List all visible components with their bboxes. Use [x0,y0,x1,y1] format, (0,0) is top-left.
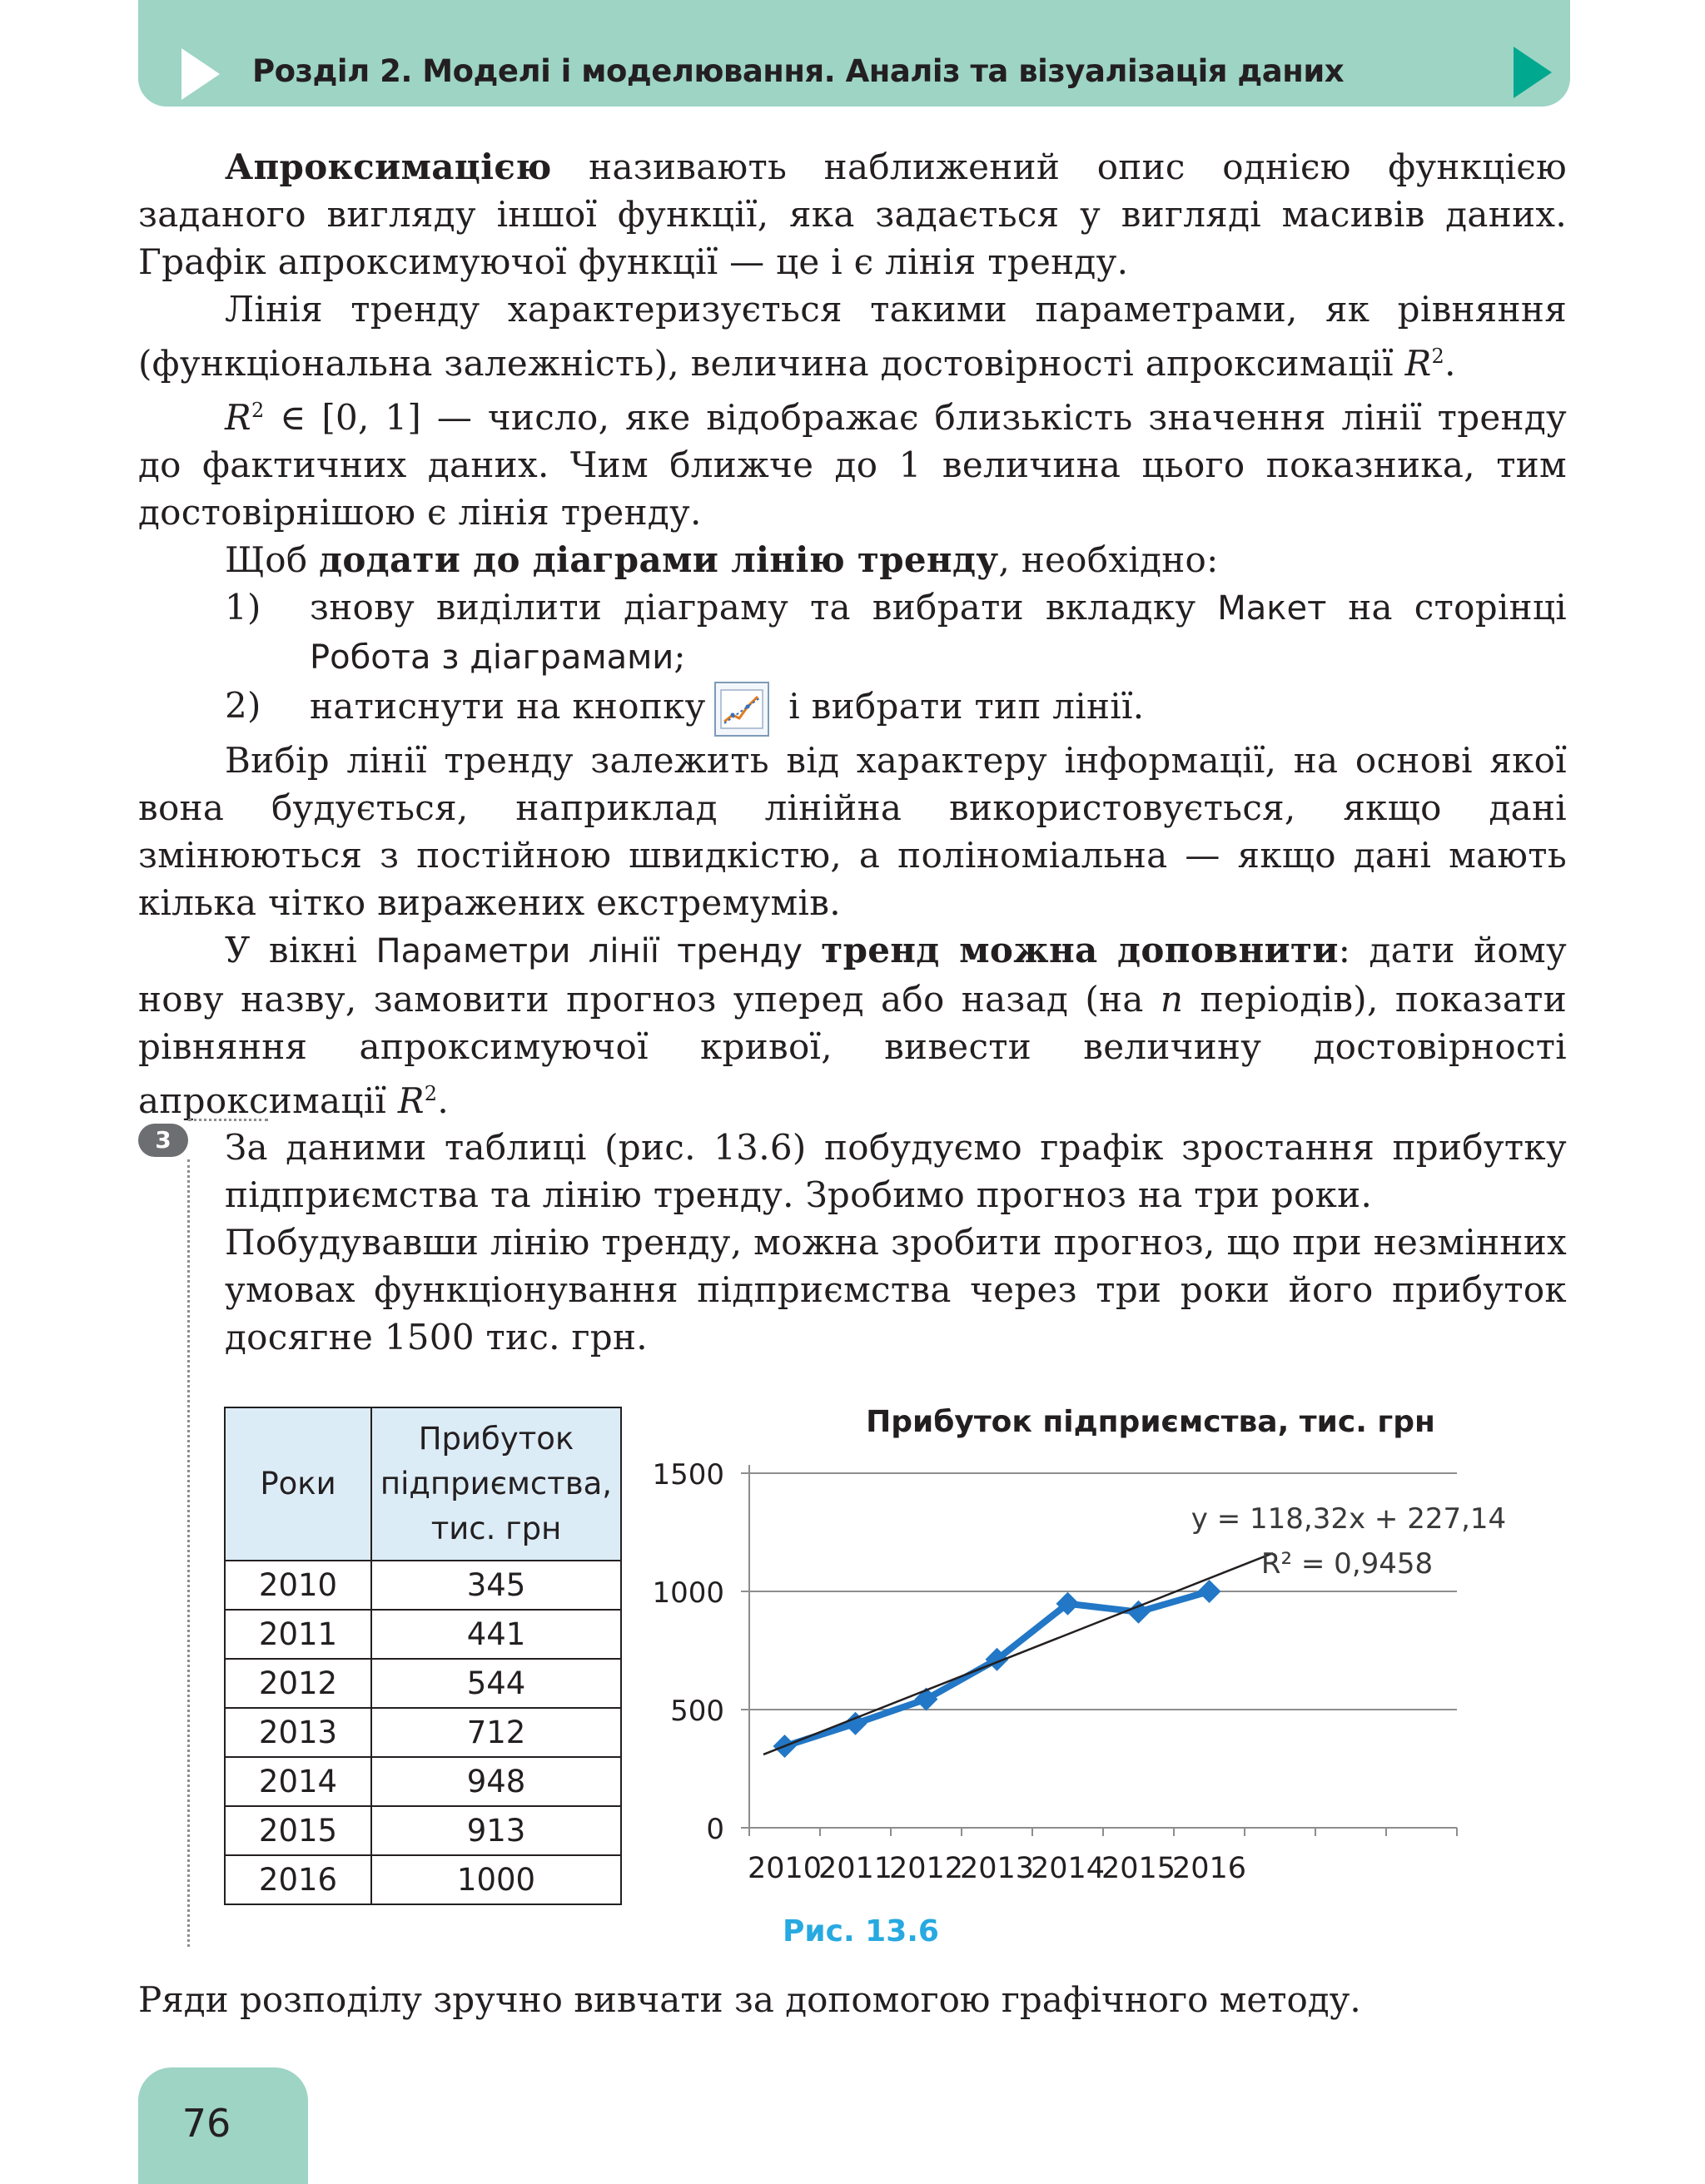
trendline-button-icon [714,682,769,737]
r-symbol: R [1404,343,1432,384]
r-superscript: 2 [251,399,265,422]
profit-cell: 948 [371,1757,621,1806]
r-symbol: R [397,1080,425,1121]
trendline-equation: y = 118,32x + 227,14 [1191,1502,1507,1536]
profit-chart [633,1398,1507,1898]
year-cell: 2012 [225,1659,371,1708]
x-tick-label: 2011 [818,1852,893,1885]
table-row [225,1757,621,1806]
paragraph-trendline-params [138,285,1567,387]
year-cell: 2011 [225,1610,371,1659]
paragraph-text: Лінія тренду характеризується такими параметрами, як рівняння (функціональна залежність), величина достовірності апроксимації [138,289,1567,384]
table-row [225,1708,621,1757]
table-header-row [225,1407,621,1561]
term-add-trendline: додати до діаграми лінію тренду [319,539,999,580]
example-number: 3 [155,1126,171,1154]
ui-term-chart-tools: Робота з діаграмами [310,638,674,677]
x-tick-label: 2014 [1030,1852,1106,1885]
paragraph-text: називають наближений опис однією функцією заданого вигляду іншої функції, яка задається у вигляді масивів даних. Графік апроксимуючої функції — це і є лінія тренду. [138,146,1567,282]
paragraph-pre: У вікні [225,930,376,970]
term-trend-extend: тренд можна доповнити [821,930,1339,970]
list-number: 2) [225,685,261,726]
table-row [225,1610,621,1659]
list-text: і вибрати тип лінії. [777,686,1145,727]
paragraph-text: періодів), показати рівняння апроксимуючої кривої, вивести величину достовірності апроксимації [138,979,1568,1121]
paragraph-text: ∈ [0, 1] — число, яке відображає близькість значення лінії тренду до фактичних даних. Чим ближче до 1 величина цього показника, тим достовірнішою є лінія тренду. [138,397,1567,533]
table-body [225,1561,621,1904]
space [803,930,821,970]
header-right-arrow-icon [1514,47,1552,98]
year-cell: 2016 [225,1855,371,1904]
profit-cell: 1000 [371,1855,621,1904]
table-row [225,1561,621,1610]
paragraph-trend-choice [138,737,1567,926]
list-text: натиснути на кнопку [310,686,706,727]
ui-term-layout: Макет [1217,589,1327,628]
n-symbol: n [1160,979,1184,1020]
paragraph-pre: Щоб [225,539,320,580]
example-dotted-rule [188,1119,268,1121]
profit-cell: 712 [371,1708,621,1757]
table-row [225,1659,621,1708]
header-left-arrow-icon [181,48,220,100]
y-tick-label: 1500 [652,1458,724,1492]
list-text: на сторінці [1326,587,1567,628]
paragraph-add-trendline [138,536,1567,583]
example-number-badge [138,1124,188,1157]
example-line-2: Побудувавши лінію тренду, можна зробити прогноз, що при незмінних умовах функціонування підприємства через три роки його прибуток досягне 1500 тис. грн. [225,1222,1567,1358]
paragraph-text: : дати йому нову назву, замовити прогноз уперед або назад (на [138,930,1567,1020]
y-tick-label: 500 [670,1695,724,1728]
profit-cell: 544 [371,1659,621,1708]
y-tick-label: 0 [706,1813,724,1846]
paragraph-r-squared [138,387,1567,536]
data-point [1198,1580,1221,1603]
page-number-tab [138,2067,308,2184]
ui-term-trendline-options: Параметри лінії тренду [375,932,803,970]
x-tick-label: 2013 [959,1852,1035,1885]
paragraph-post: , необхідно: [998,539,1219,580]
list-text: ; [674,636,686,677]
profit-cell: 345 [371,1561,621,1610]
x-tick-label: 2010 [747,1852,823,1885]
example-line-1: За даними таблиці (рис. 13.6) побудуємо графік зростання прибутку підприємства та лінію тренду. Зробимо прогноз на три роки. [225,1127,1567,1215]
list-item-1 [138,583,1567,682]
profit-cell: 913 [371,1806,621,1855]
column-header-years: Роки [225,1407,371,1561]
chapter-header [138,0,1570,107]
r-symbol: R [225,397,251,438]
closing-sentence: Ряди розподілу зручно вивчати за допомогою графічного методу. [138,1979,1361,2020]
trendline [763,1553,1273,1755]
x-tick-label: 2015 [1101,1852,1176,1885]
profit-cell: 441 [371,1610,621,1659]
figure-caption: Рис. 13.6 [783,1914,939,1948]
trendline-r2: R² = 0,9458 [1260,1547,1434,1581]
list-item-2 [138,682,1567,737]
table-row [225,1806,621,1855]
list-text: знову виділити діаграму та вибрати вкладку [310,587,1218,628]
term-approximation: Апроксимацією [225,146,552,187]
profit-table [224,1407,622,1905]
paragraph-end: . [437,1080,449,1121]
chart-title: Прибуток підприємства, тис. грн [866,1405,1435,1439]
paragraph-approximation [138,143,1567,285]
year-cell: 2014 [225,1757,371,1806]
y-tick-label: 1000 [652,1576,724,1610]
chapter-title: Розділ 2. Моделі і моделювання. Аналіз та візуалізація даних [252,53,1345,89]
list-number: 1) [225,587,261,628]
example-dotted-margin [187,1159,190,1947]
x-tick-label: 2012 [888,1852,964,1885]
paragraph-text: Вибір лінії тренду залежить від характеру інформації, на основі якої вона будується, наприклад лінійна використовується, якщо дані змінюються з постійною швидкістю, а поліноміальна — якщо дані мають кілька чітко виражених екстремумів. [138,740,1567,923]
paragraph-trend-options [138,926,1567,1124]
table-row [225,1855,621,1904]
r-superscript: 2 [1431,345,1445,368]
page-number: 76 [181,2101,231,2146]
example-text [225,1124,1567,1361]
body-text [138,143,1567,1124]
r-superscript: 2 [424,1082,438,1105]
year-cell: 2013 [225,1708,371,1757]
column-header-profit: Прибуток підприємства, тис. грн [371,1407,621,1561]
x-tick-label: 2016 [1171,1852,1247,1885]
year-cell: 2015 [225,1806,371,1855]
paragraph-end: . [1444,343,1456,384]
year-cell: 2010 [225,1561,371,1610]
